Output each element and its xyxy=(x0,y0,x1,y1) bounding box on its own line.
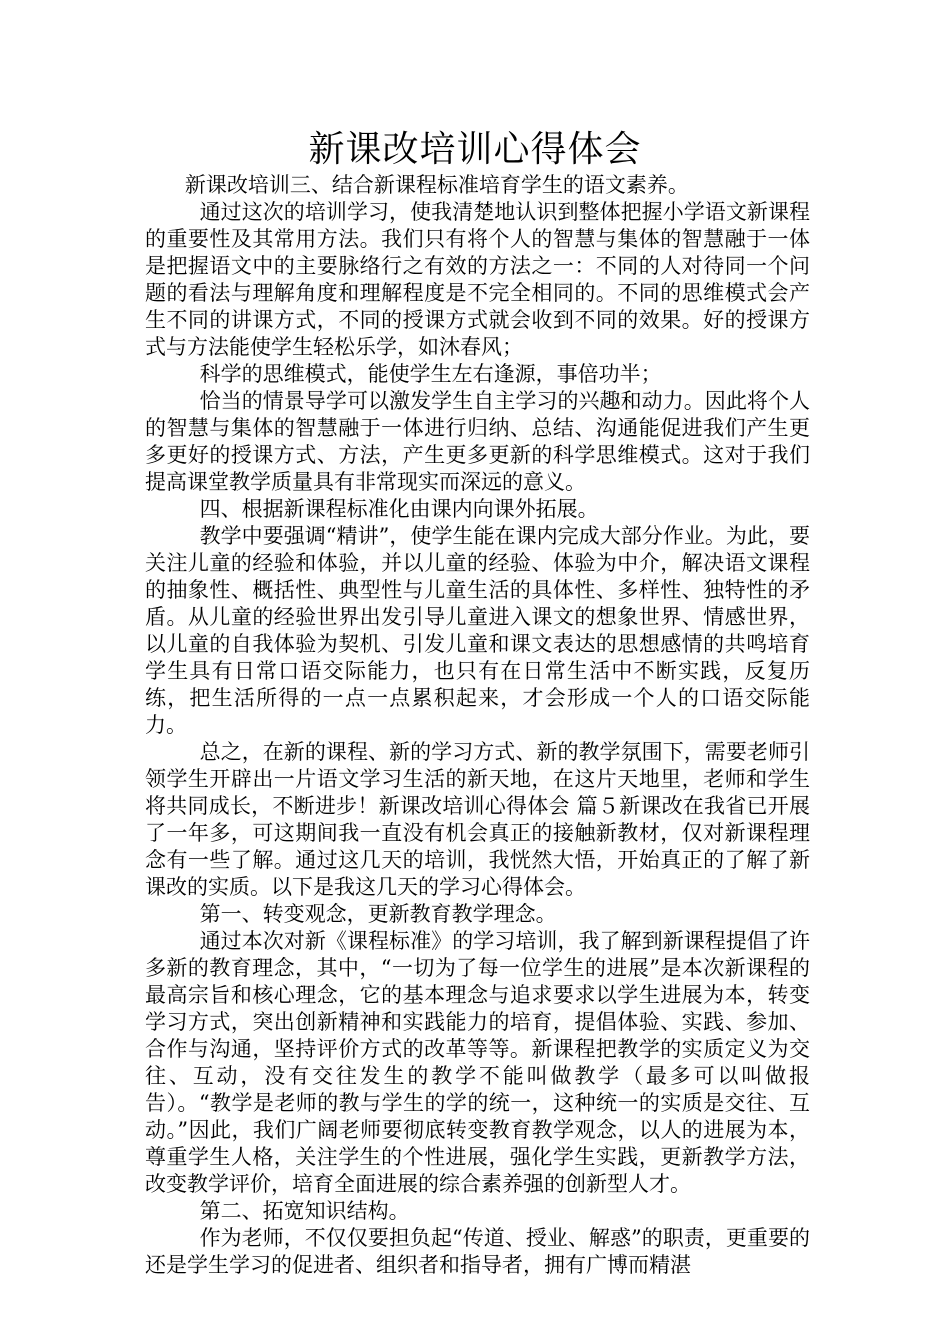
paragraph: 四、根据新课程标准化由课内向课外拓展。 xyxy=(199,497,599,521)
paragraph: 恰当的情景导学可以激发学生自主学习的兴趣和动力。因此将个人的智慧与集体的智慧融于一体进行归纳、总结、沟通能促进我们产生更多更好的授课方式、方法，产生更多更新的科学思维模式。这对于我们提高课堂教学质量具有非常现实而深远的意义。 xyxy=(145,389,810,494)
paragraph: 作为老师，不仅仅要担负起“传道、授业、解惑”的职责，更重要的还是学生学习的促进者、组织者和指导者，拥有广博而精湛 xyxy=(145,1226,810,1277)
paragraph: 第二、拓宽知识结构。 xyxy=(199,1199,410,1223)
paragraph: 新课改培训三、结合新课程标准培育学生的语文素养。 xyxy=(184,173,689,197)
paragraph: 科学的思维模式，能使学生左右逢源，事倍功半； xyxy=(199,362,662,386)
document-body xyxy=(145,172,810,1279)
paragraph: 教学中要强调“精讲”，使学生能在课内完成大部分作业。为此，要关注儿童的经验和体验，并以儿童的经验、体验为中介，解决语文课程的抽象性、概括性、典型性与儿童生活的具体性、多样性、独特性的矛盾。从儿童的经验世界出发引导儿童进入课文的想象世界、情感世界，以儿童的自我体验为契机、引发儿童和课文表达的思想感情的共鸣培育学生具有日常口语交际能力，也只有在日常生活中不断实践，反复历练，把生活所得的一点一点累积起来，才会形成一个人的口语交际能力。 xyxy=(145,524,810,737)
document-title: 新课改培训心得体会 xyxy=(308,129,642,170)
paragraph: 通过这次的培训学习，使我清楚地认识到整体把握小学语文新课程的重要性及其常用方法。我们只有将个人的智慧与集体的智慧融于一体是把握语文中的主要脉络行之有效的方法之一：不同的人对待同一个问题的看法与理解角度和理解程度是不完全相同的。不同的思维模式会产生不同的讲课方式，不同的授课方式就会收到不同的效果。好的授课方式与方法能使学生轻松乐学，如沐春风； xyxy=(145,200,810,359)
paragraph: 第一、转变观念，更新教育教学理念。 xyxy=(199,902,557,926)
paragraph: 通过本次对新《课程标准》的学习培训，我了解到新课程提倡了许多新的教育理念，其中，“一切为了每一位学生的进展”是本次新课程的最高宗旨和核心理念，它的基本理念与追求要求以学生进展为本，转变学习方式，突出创新精神和实践能力的培育，提倡体验、实践、参加、合作与沟通，坚持评价方式的改革等等。新课程把教学的实质定义为交往、互动，没有交往发生的教学不能叫做教学（最多可以叫做报告）。“教学是老师的教与学生的学的统一，这种统一的实质是交往、互动。”因此，我们广阔老师要彻底转变教育教学观念，以人的进展为本，尊重学生人格，关注学生的个性进展，强化学生实践，更新教学方法，改变教学评价，培育全面进展的综合素养强的创新型人才。 xyxy=(145,929,810,1196)
paragraph: 总之，在新的课程、新的学习方式、新的教学氛围下，需要老师引领学生开辟出一片语文学习生活的新天地，在这片天地里，老师和学生将共同成长，不断进步！新课改培训心得体会 篇５新课改在我省已开展了一年多，可这期间我一直没有机会真正的接触新教材，仅对新课程理念有一些了解。通过这几天的培训，我恍然大悟，开始真正的了解了新课改的实质。以下是我这几天的学习心得体会。 xyxy=(145,740,810,899)
